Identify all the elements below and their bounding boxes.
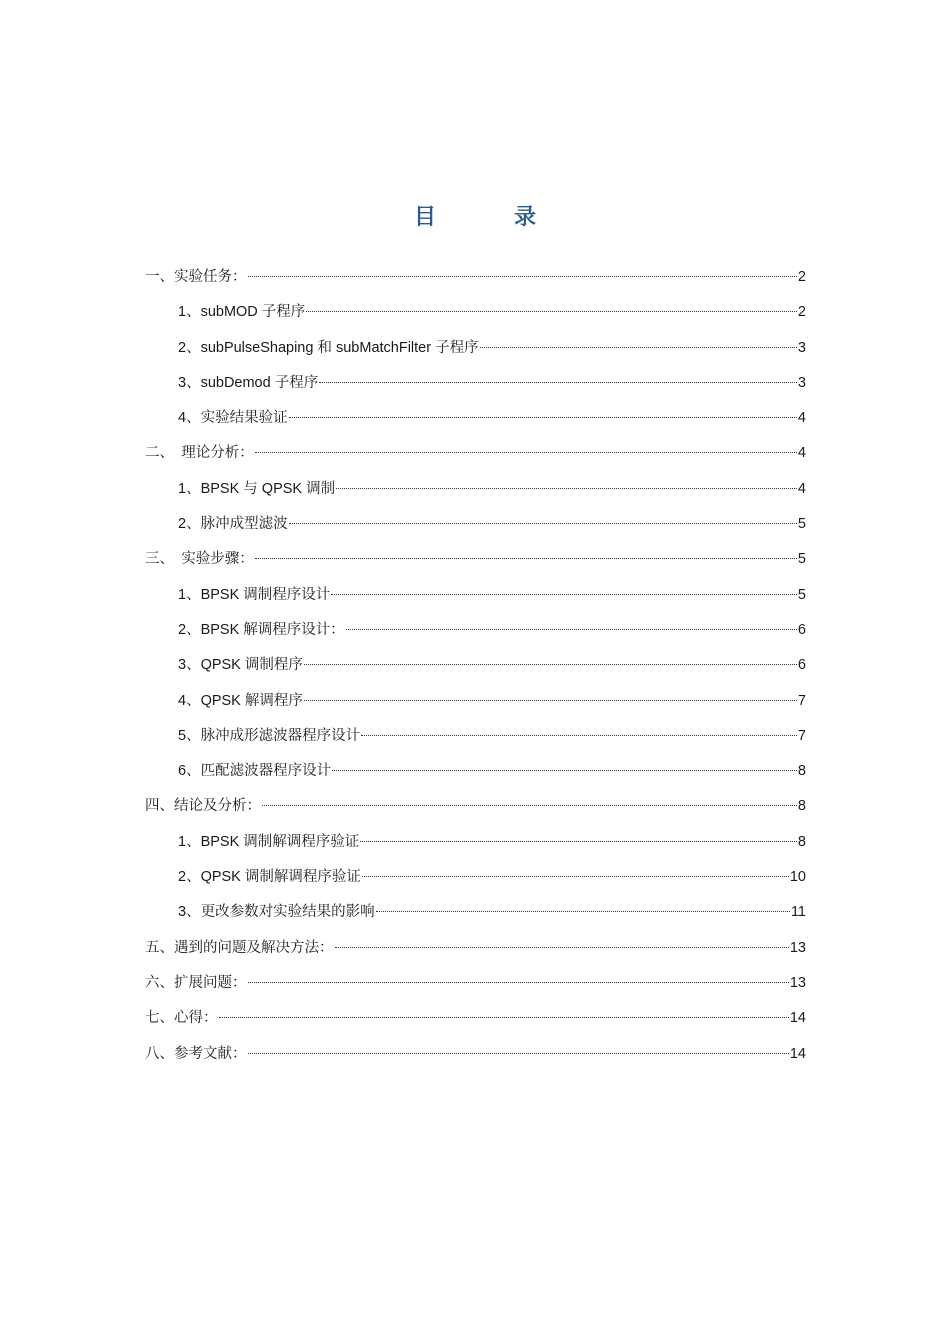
toc-entry-label: 1、BPSK 调制程序设计 (178, 586, 331, 603)
toc-page-number: 13 (789, 939, 806, 956)
toc-entry-label: 3、QPSK 调制程序 (178, 657, 303, 674)
toc-entry[interactable] (145, 825, 806, 860)
toc-leader (360, 841, 797, 842)
toc-entry-label: 2、脉冲成型滤波 (178, 516, 288, 533)
toc-entry-label: 三、 实验步骤： (145, 551, 254, 568)
toc-entry-label: 2、QPSK 调制解调程序验证 (178, 869, 361, 886)
toc-entry-label: 2、subPulseShaping 和 subMatchFilter 子程序 (178, 339, 479, 356)
toc-page-number: 4 (797, 480, 806, 497)
toc-leader (219, 1017, 789, 1018)
toc-leader (376, 911, 790, 912)
toc-entry-label: 4、QPSK 解调程序 (178, 692, 303, 709)
toc-entry[interactable] (145, 578, 806, 613)
toc-entry[interactable] (145, 1037, 806, 1072)
toc-page-number: 6 (797, 621, 806, 638)
toc-entry[interactable] (145, 719, 806, 754)
toc-page-number: 7 (797, 727, 806, 744)
toc-entry-label: 一、实验任务： (145, 269, 247, 285)
toc-page-number: 10 (789, 869, 806, 886)
toc-entry[interactable] (145, 895, 806, 930)
toc-entry-label: 六、扩展问题： (145, 974, 247, 991)
toc-entry[interactable] (145, 295, 806, 330)
toc-entry[interactable] (145, 789, 806, 824)
toc-page-number: 5 (797, 586, 806, 603)
toc-entry-label: 4、实验结果验证 (178, 410, 288, 427)
toc-entry[interactable] (145, 648, 806, 683)
toc-leader (304, 664, 797, 665)
toc-page-number: 2 (797, 304, 806, 321)
toc-entry[interactable] (145, 754, 806, 789)
toc-leader (248, 982, 789, 983)
toc-leader (262, 805, 797, 806)
toc-entry-label: 二、 理论分析： (145, 445, 254, 462)
toc-leader (331, 594, 797, 595)
toc-entry[interactable] (145, 366, 806, 401)
toc-entry-label: 四、结论及分析： (145, 798, 261, 815)
toc-entry[interactable] (145, 507, 806, 542)
toc-entry-label: 2、BPSK 解调程序设计： (178, 621, 345, 638)
toc-entry[interactable] (145, 472, 806, 507)
toc-leader (255, 452, 797, 453)
toc-entry[interactable] (145, 436, 806, 471)
toc-entry-label: 五、遇到的问题及解决方法： (145, 939, 334, 956)
toc-leader (336, 488, 797, 489)
toc-page-number: 14 (789, 1010, 806, 1027)
toc-entry-label: 1、BPSK 与 QPSK 调制 (178, 480, 336, 497)
toc-entry[interactable] (145, 860, 806, 895)
toc-page-number: 3 (797, 374, 806, 391)
toc-entry-label: 3、subDemod 子程序 (178, 374, 319, 391)
toc-entry-label: 6、匹配滤波器程序设计 (178, 763, 332, 780)
toc-entry[interactable] (145, 331, 806, 366)
toc-page-number: 3 (797, 339, 806, 356)
toc-entry-label: 八、参考文献： (145, 1045, 247, 1062)
toc-entry-label: 1、BPSK 调制解调程序验证 (178, 833, 360, 850)
toc-leader (362, 876, 789, 877)
toc-page-number: 4 (797, 445, 806, 462)
toc-page-number: 8 (797, 763, 806, 780)
toc-page-number: 8 (797, 798, 806, 815)
toc-page-number: 8 (797, 833, 806, 850)
toc-page-number: 11 (790, 904, 806, 921)
toc-entry-label: 七、心得： (145, 1010, 218, 1027)
toc-entry[interactable] (145, 401, 806, 436)
toc-page-number: 5 (797, 551, 806, 568)
toc-page-number: 7 (797, 692, 806, 709)
toc-leader (289, 523, 797, 524)
toc-leader (361, 735, 797, 736)
toc-entry[interactable] (145, 1001, 806, 1036)
toc-leader (346, 629, 797, 630)
toc-leader (289, 417, 797, 418)
toc-entry[interactable] (145, 931, 806, 966)
toc-entry[interactable] (145, 613, 806, 648)
toc-page-number: 14 (789, 1045, 806, 1062)
toc-entry[interactable] (145, 966, 806, 1001)
toc-leader (319, 382, 797, 383)
toc-page-number: 5 (797, 516, 806, 533)
toc-leader (248, 1053, 789, 1054)
toc-page-number: 13 (789, 974, 806, 991)
toc-leader (332, 770, 797, 771)
toc-list (145, 260, 806, 1072)
toc-leader (248, 276, 797, 277)
toc-entry-label: 1、subMOD 子程序 (178, 304, 306, 321)
toc-page-number: 2 (797, 269, 806, 285)
toc-page-number: 4 (797, 410, 806, 427)
toc-title: 目 录 (413, 205, 564, 230)
toc-entry[interactable] (145, 542, 806, 577)
toc-leader (255, 558, 797, 559)
toc-leader (306, 311, 797, 312)
toc-entry[interactable] (145, 684, 806, 719)
toc-leader (335, 947, 789, 948)
toc-entry-label: 5、脉冲成形滤波器程序设计 (178, 727, 361, 744)
toc-leader (304, 700, 797, 701)
toc-leader (480, 347, 797, 348)
toc-entry[interactable] (145, 260, 806, 295)
toc-page-number: 6 (797, 657, 806, 674)
toc-entry-label: 3、更改参数对实验结果的影响 (178, 904, 375, 921)
